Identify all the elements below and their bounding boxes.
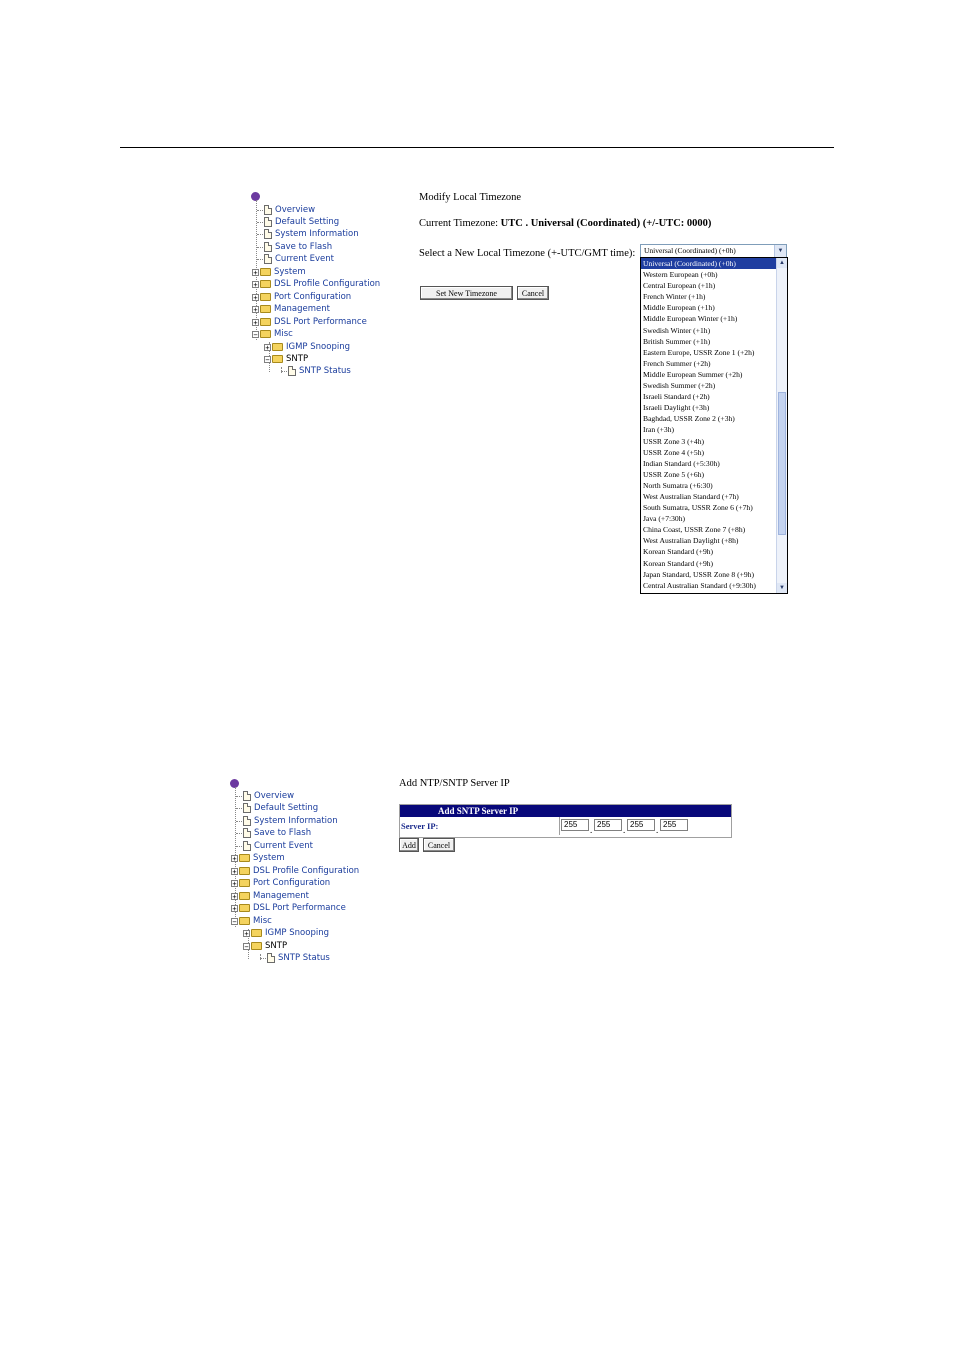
timezone-option[interactable]: North Sumatra (+6:30): [643, 480, 713, 490]
tree-item-dsl-profile-configuration[interactable]: [231, 865, 359, 877]
folder-icon: [260, 305, 271, 313]
folder-icon: [260, 280, 271, 288]
page-icon: [264, 217, 272, 227]
expand-icon[interactable]: +: [265, 343, 270, 352]
timezone-option[interactable]: Middle European Summer (+2h): [643, 369, 743, 379]
tree-item-label: Overview: [275, 205, 316, 215]
open-folder-icon: [251, 942, 262, 950]
nav-tree: [247, 187, 397, 387]
page-icon: [243, 791, 251, 801]
current-timezone-value: UTC . Universal (Coordinated) (+/-UTC: 0000): [500, 218, 712, 229]
folder-icon: [239, 879, 250, 887]
expand-icon[interactable]: +: [253, 280, 258, 289]
expand-icon[interactable]: +: [232, 867, 237, 876]
tree-item-label: Port Configuration: [253, 878, 331, 888]
tree-item-label: IGMP Snooping: [286, 342, 350, 352]
timezone-option[interactable]: South Sumatra, USSR Zone 6 (+7h): [643, 503, 753, 513]
page-icon: [264, 242, 272, 252]
ip-octet-2-input[interactable]: [594, 819, 622, 831]
tree-item-misc[interactable]: [252, 328, 293, 340]
tree-item-label: Port Configuration: [274, 292, 352, 302]
timezone-option[interactable]: Israeli Daylight (+3h): [643, 403, 710, 413]
tree-connector: [257, 234, 263, 235]
timezone-option[interactable]: Indian Standard (+5:30h): [643, 458, 720, 468]
ip-octet-3-input[interactable]: [627, 819, 655, 831]
timezone-option[interactable]: Swedish Summer (+2h): [643, 381, 716, 391]
tree-item-label: Overview: [254, 791, 295, 801]
cancel-button[interactable]: Cancel: [517, 286, 549, 300]
timezone-option[interactable]: Baghdad, USSR Zone 2 (+3h): [643, 414, 735, 424]
scroll-down-icon[interactable]: ▼: [777, 583, 787, 593]
tree-item-label: Management: [253, 891, 309, 901]
collapse-icon[interactable]: −: [253, 330, 258, 339]
table-row: [400, 817, 731, 835]
folder-icon: [239, 854, 250, 862]
tree-item-label: SNTP: [286, 354, 309, 364]
tree-item-system-information[interactable]: [257, 228, 359, 240]
page-icon: [264, 229, 272, 239]
tree-connector: [281, 371, 287, 372]
timezone-option[interactable]: Middle European (+1h): [643, 303, 715, 313]
tree-item-label: System Information: [254, 816, 338, 826]
tree-item-default-setting[interactable]: [257, 216, 339, 228]
tree-item-label: Save to Flash: [254, 828, 312, 838]
folder-icon: [239, 904, 250, 912]
server-ip-label: Server IP:: [401, 821, 439, 831]
folder-icon: [239, 867, 250, 875]
expand-icon[interactable]: +: [253, 305, 258, 314]
tree-item-igmp-snooping[interactable]: [243, 927, 329, 939]
timezone-option[interactable]: Swedish Winter (+1h): [643, 325, 711, 335]
tree-item-save-to-flash[interactable]: [236, 827, 311, 839]
tree-item-port-configuration[interactable]: [252, 291, 351, 303]
tree-connector: [236, 821, 242, 822]
tree-item-igmp-snooping[interactable]: [264, 341, 350, 353]
timezone-option[interactable]: Middle European Winter (+1h): [643, 314, 738, 324]
folder-icon: [251, 929, 262, 937]
expand-icon[interactable]: +: [232, 892, 237, 901]
tree-item-label: Default Setting: [275, 217, 340, 227]
tree-item-label: Current Event: [275, 254, 334, 264]
tree-item-current-event[interactable]: [236, 840, 313, 852]
tree-item-label: Default Setting: [254, 803, 319, 813]
set-new-timezone-button[interactable]: Set New Timezone: [420, 286, 513, 300]
cancel-button[interactable]: Cancel: [423, 838, 455, 852]
page-icon: [264, 205, 272, 215]
timezone-options: [641, 258, 787, 591]
tree-item-label: System: [274, 267, 306, 277]
page-icon: [243, 803, 251, 813]
page-top-rule: [120, 147, 834, 148]
dropdown-scrollbar[interactable]: [776, 258, 787, 593]
tree-connector: [236, 833, 242, 834]
folder-icon: [239, 892, 250, 900]
timezone-select[interactable]: [640, 244, 787, 258]
current-timezone-label: Current Timezone:: [419, 218, 501, 229]
scroll-up-icon[interactable]: ▲: [777, 258, 787, 268]
tree-item-management[interactable]: [252, 303, 330, 315]
tree-connector: [257, 259, 263, 260]
expand-icon[interactable]: +: [253, 268, 258, 277]
timezone-option[interactable]: Israeli Standard (+2h): [643, 392, 710, 402]
timezone-option[interactable]: Eastern Europe, USSR Zone 1 (+2h): [643, 347, 755, 357]
table-header: Add SNTP Server IP: [400, 805, 731, 817]
tree-connector: [260, 958, 266, 959]
timezone-select-value: Universal (Coordinated) (+0h): [644, 246, 736, 255]
expand-icon[interactable]: +: [253, 318, 258, 327]
tree-item-label: Save to Flash: [275, 242, 333, 252]
page-title: Add NTP/SNTP Server IP: [399, 778, 510, 789]
timezone-option[interactable]: Central European (+1h): [643, 281, 716, 291]
tree-item-sntp-status[interactable]: [260, 952, 330, 964]
tree-item-label: IGMP Snooping: [265, 928, 329, 938]
timezone-screenshot: [247, 187, 792, 607]
tree-connector: [236, 796, 242, 797]
tree-item-overview[interactable]: [236, 790, 294, 802]
page-icon: [264, 254, 272, 264]
timezone-option[interactable]: Western European (+0h): [643, 270, 718, 280]
timezone-option[interactable]: West Australian Daylight (+8h): [643, 536, 739, 546]
timezone-option[interactable]: Korean Standard (+9h): [643, 558, 714, 568]
timezone-option[interactable]: British Summer (+1h): [643, 336, 711, 346]
collapse-icon[interactable]: −: [232, 917, 237, 926]
tree-connector: [257, 247, 263, 248]
tree-connector: [236, 846, 242, 847]
tree-item-misc[interactable]: [231, 915, 272, 927]
timezone-option[interactable]: Korean Standard (+9h): [643, 547, 714, 557]
tree-item-label: SNTP Status: [299, 366, 351, 376]
tree-item-sntp-status[interactable]: [281, 365, 351, 377]
open-folder-icon: [239, 917, 250, 925]
tree-item-label: System: [253, 853, 285, 863]
tree-item-sntp[interactable]: [243, 940, 287, 952]
tree-item-label: System Information: [275, 229, 359, 239]
tree-connector: [236, 808, 242, 809]
tree-item-sntp[interactable]: [264, 353, 308, 365]
ip-separator: .: [590, 825, 593, 835]
page-icon: [288, 366, 296, 376]
chevron-down-icon[interactable]: ▼: [774, 245, 786, 257]
tree-item-system[interactable]: [231, 852, 285, 864]
tree-item-label: DSL Port Performance: [274, 317, 367, 327]
timezone-option[interactable]: French Summer (+2h): [643, 358, 711, 368]
ip-octet-4-input[interactable]: [660, 819, 688, 831]
sntp-screenshot: [226, 774, 746, 974]
select-timezone-label: Select a New Local Timezone (+-UTC/GMT time):: [419, 248, 636, 259]
open-folder-icon: [272, 355, 283, 363]
timezone-option[interactable]: Japan Standard, USSR Zone 8 (+9h): [643, 569, 755, 579]
tree-item-dsl-port-performance[interactable]: [252, 316, 367, 328]
ip-separator: .: [656, 825, 659, 835]
ip-octet-1-input[interactable]: [561, 819, 589, 831]
add-button[interactable]: Add: [399, 838, 419, 852]
expand-icon[interactable]: +: [253, 293, 258, 302]
timezone-option[interactable]: Java (+7:30h): [643, 514, 686, 524]
add-sntp-server-table: [399, 804, 732, 838]
tree-item-port-configuration[interactable]: [231, 877, 330, 889]
tree-item-label: Misc: [274, 329, 293, 339]
expand-icon[interactable]: +: [232, 879, 237, 888]
tree-connector: [257, 210, 263, 211]
expand-icon[interactable]: +: [232, 854, 237, 863]
expand-icon[interactable]: +: [244, 929, 249, 938]
page-icon: [243, 816, 251, 826]
tree-item-label: Current Event: [254, 841, 313, 851]
tree-item-default-setting[interactable]: [236, 802, 318, 814]
tree-connector: [257, 222, 263, 223]
tree-item-save-to-flash[interactable]: [257, 241, 332, 253]
tree-item-label: Misc: [253, 916, 272, 926]
timezone-option[interactable]: Universal (Coordinated) (+0h): [641, 258, 787, 269]
folder-icon: [260, 318, 271, 326]
page-title: Modify Local Timezone: [419, 192, 522, 203]
timezone-option[interactable]: Iran (+3h): [643, 425, 675, 435]
open-folder-icon: [260, 330, 271, 338]
ip-cell-divider: [559, 817, 560, 835]
timezone-option[interactable]: USSR Zone 3 (+4h): [643, 436, 705, 446]
nav-tree: [226, 774, 376, 974]
tree-item-label: DSL Profile Configuration: [274, 279, 381, 289]
expand-icon[interactable]: +: [232, 904, 237, 913]
tree-item-current-event[interactable]: [257, 253, 334, 265]
timezone-option[interactable]: Central Australian Standard (+9:30h): [643, 580, 756, 590]
tree-item-dsl-port-performance[interactable]: [231, 902, 346, 914]
page-icon: [267, 953, 275, 963]
ip-separator: .: [623, 825, 626, 835]
timezone-dropdown-list[interactable]: [640, 257, 788, 594]
current-timezone: [419, 218, 711, 229]
tree-item-system-information[interactable]: [236, 815, 338, 827]
folder-icon: [260, 268, 271, 276]
timezone-option[interactable]: USSR Zone 4 (+5h): [643, 447, 705, 457]
folder-icon: [272, 343, 283, 351]
tree-item-management[interactable]: [231, 890, 309, 902]
page-icon: [243, 828, 251, 838]
timezone-option[interactable]: West Australian Standard (+7h): [643, 491, 739, 501]
tree-item-label: Management: [274, 304, 330, 314]
folder-icon: [260, 293, 271, 301]
timezone-option[interactable]: China Coast, USSR Zone 7 (+8h): [643, 525, 746, 535]
scrollbar-thumb[interactable]: [778, 392, 786, 535]
collapse-icon[interactable]: −: [244, 942, 249, 951]
tree-item-overview[interactable]: [257, 204, 315, 216]
timezone-option[interactable]: USSR Zone 5 (+6h): [643, 469, 705, 479]
collapse-icon[interactable]: −: [265, 355, 270, 364]
tree-item-label: SNTP: [265, 941, 288, 951]
tree-item-system[interactable]: [252, 266, 306, 278]
tree-item-label: DSL Port Performance: [253, 903, 346, 913]
tree-item-dsl-profile-configuration[interactable]: [252, 278, 380, 290]
tree-item-label: SNTP Status: [278, 953, 330, 963]
tree-item-label: DSL Profile Configuration: [253, 866, 360, 876]
page-icon: [243, 841, 251, 851]
timezone-option[interactable]: French Winter (+1h): [643, 292, 706, 302]
